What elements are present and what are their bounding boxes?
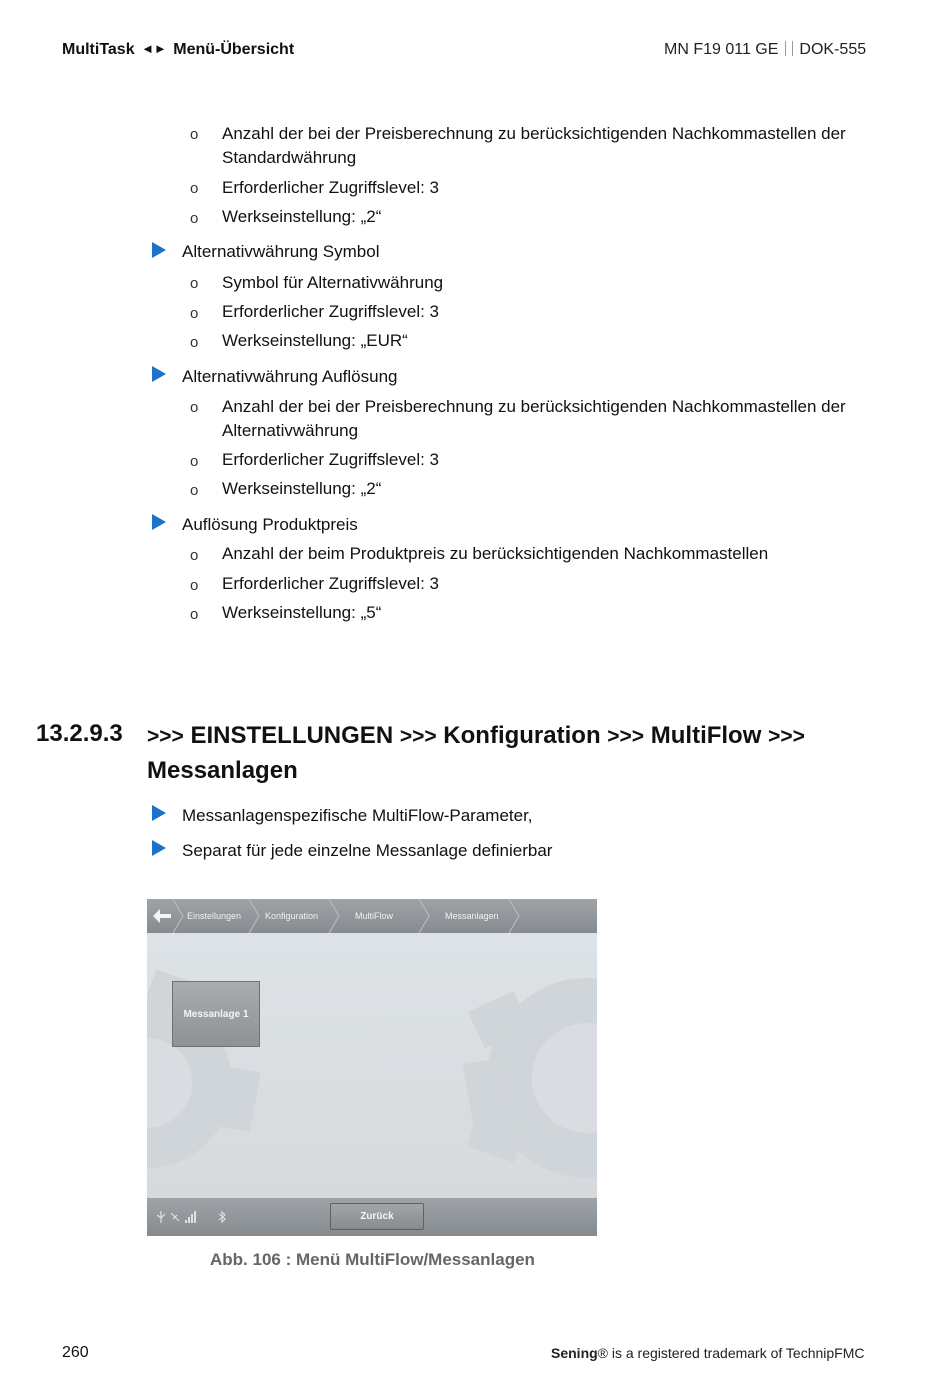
- sub-bullet-icon: o: [190, 547, 199, 564]
- header-arrows-icon: ◄►: [141, 41, 167, 56]
- blue-triangle-bullet-icon: [152, 840, 166, 856]
- breadcrumb-chevron-icon: [171, 899, 187, 933]
- running-header-right: [664, 41, 866, 59]
- section-number: 13.2.9.3: [36, 720, 123, 747]
- path-separator: >>>: [768, 725, 805, 748]
- blue-triangle-bullet-icon: [152, 242, 166, 258]
- sub-bullet-icon: o: [190, 305, 199, 322]
- list-item: Anzahl der bei der Preisberechnung zu berücksichtigenden Nachkommastellen der Standardwährung: [222, 124, 846, 167]
- breadcrumb-item-konfiguration[interactable]: Konfiguration: [265, 911, 319, 921]
- header-product: MultiTask: [62, 41, 135, 58]
- blue-triangle-bullet-icon: [152, 366, 166, 382]
- back-button[interactable]: Zurück: [330, 1203, 424, 1230]
- header-doc-number: DOK-555: [799, 41, 867, 58]
- network-icon: [171, 1213, 179, 1221]
- status-bar: [147, 1198, 597, 1236]
- list-item: Erforderlicher Zugriffslevel: 3: [222, 450, 439, 469]
- sub-bullet-icon: o: [190, 453, 199, 470]
- breadcrumb-chevron-icon: [327, 899, 343, 933]
- sub-bullet-icon: o: [190, 126, 199, 143]
- list-item: Erforderlicher Zugriffslevel: 3: [222, 178, 439, 197]
- header-chapter: Menü-Übersicht: [173, 41, 295, 58]
- section-path-part: Konfiguration: [443, 722, 601, 749]
- list-item: Symbol für Alternativwährung: [222, 273, 444, 292]
- running-header-left: [62, 41, 294, 59]
- breadcrumb-item-multiflow[interactable]: MultiFlow: [355, 911, 394, 921]
- list-item: Anzahl der bei der Preisberechnung zu berücksichtigenden Nachkommastellen der Alternativwährung: [222, 397, 846, 440]
- list-item: Werkseinstellung: „2“: [222, 207, 382, 226]
- bluetooth-icon: [219, 1212, 225, 1222]
- path-separator: >>>: [399, 725, 437, 748]
- messanlage-1-button[interactable]: Messanlage 1: [172, 981, 260, 1047]
- list-item: Anzahl der beim Produktpreis zu berücksichtigenden Nachkommastellen: [222, 544, 769, 563]
- section-path-part: EINSTELLUNGEN: [190, 722, 394, 749]
- list-heading: Messanlagenspezifische MultiFlow-Parameter,: [182, 806, 533, 825]
- sub-bullet-icon: o: [190, 180, 199, 197]
- sub-bullet-icon: o: [190, 210, 199, 227]
- breadcrumb-chevron-icon: [247, 899, 263, 933]
- blue-triangle-bullet-icon: [152, 514, 166, 530]
- brand-name: Sening: [551, 1345, 598, 1361]
- breadcrumb-item-messanlagen[interactable]: Messanlagen: [445, 911, 499, 921]
- sub-bullet-icon: o: [190, 577, 199, 594]
- list-item: Werkseinstellung: „EUR“: [222, 331, 408, 350]
- list-heading: Separat für jede einzelne Messanlage definierbar: [182, 841, 553, 860]
- gear-watermark-icon: [147, 933, 597, 1198]
- section-path-part: Messanlagen: [147, 757, 298, 784]
- section-title: [147, 719, 867, 788]
- sub-bullet-icon: o: [190, 606, 199, 623]
- page-number: 260: [62, 1344, 89, 1361]
- blue-triangle-bullet-icon: [152, 805, 166, 821]
- trademark-notice: [551, 1345, 865, 1361]
- list-heading: Auflösung Produktpreis: [182, 515, 358, 534]
- sub-bullet-icon: o: [190, 399, 199, 416]
- device-screenshot: [147, 899, 597, 1236]
- signal-icon: [185, 1211, 196, 1223]
- list-heading: Alternativwährung Symbol: [182, 242, 380, 261]
- breadcrumb: [147, 899, 597, 933]
- usb-icon: [157, 1211, 165, 1223]
- trademark-text: ® is a registered trademark of TechnipFMC: [597, 1345, 865, 1361]
- section-path-part: MultiFlow: [650, 722, 762, 749]
- breadcrumb-chevron-icon: [507, 899, 523, 933]
- header-doc-id: MN F19 011 GE: [664, 41, 779, 58]
- sub-bullet-icon: o: [190, 334, 199, 351]
- list-item: Werkseinstellung: „5“: [222, 603, 382, 622]
- list-heading: Alternativwährung Auflösung: [182, 367, 398, 386]
- path-separator: >>>: [607, 725, 645, 748]
- header-separator: [785, 41, 793, 56]
- sub-bullet-icon: o: [190, 482, 199, 499]
- list-item: Erforderlicher Zugriffslevel: 3: [222, 574, 439, 593]
- list-item: Werkseinstellung: „2“: [222, 479, 382, 498]
- figure-caption: Abb. 106 : Menü MultiFlow/Messanlagen: [210, 1250, 535, 1269]
- status-icons: [155, 1210, 235, 1224]
- screen-background: [147, 933, 597, 1198]
- sub-bullet-icon: o: [190, 275, 199, 292]
- list-item: Erforderlicher Zugriffslevel: 3: [222, 302, 439, 321]
- breadcrumb-chevron-icon: [417, 899, 433, 933]
- path-separator: >>>: [147, 725, 184, 748]
- breadcrumb-item-einstellungen[interactable]: Einstellungen: [187, 911, 242, 921]
